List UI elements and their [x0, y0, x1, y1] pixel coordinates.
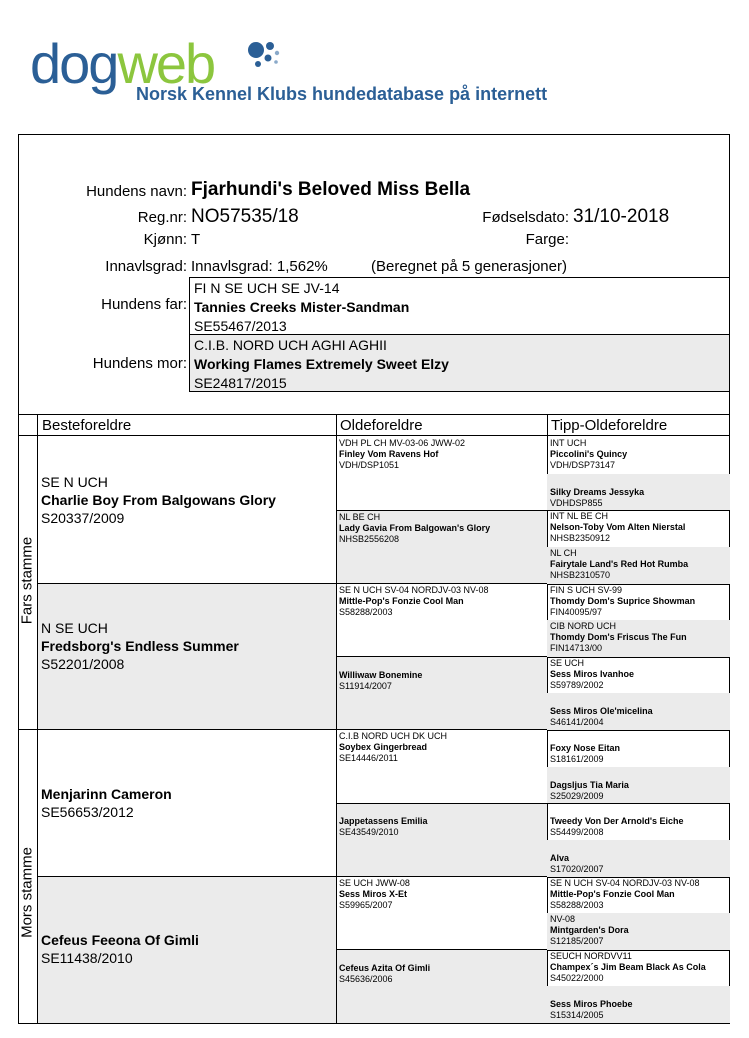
grandparent-name[interactable]: Cefeus Feeona Of Gimli — [41, 932, 199, 948]
cell-reg: S59965/2007 — [339, 900, 393, 910]
cell-name[interactable]: Dagsljus Tia Maria — [550, 780, 629, 790]
cell-titles: INT UCH — [550, 438, 587, 448]
cell-reg: NHSB2310570 — [550, 570, 611, 580]
cell-name[interactable]: Jappetassens Emilia — [339, 816, 428, 826]
sex-label: Kjønn: — [143, 231, 187, 248]
great-grandparent-3[interactable] — [336, 584, 547, 656]
dog-name: Fjarhundi's Beloved Miss Bella — [191, 179, 471, 200]
mother-label: Hundens mor: — [92, 355, 187, 372]
cell-titles: NL CH — [550, 548, 577, 558]
great-grandparent-6[interactable] — [336, 815, 547, 876]
cell-reg: S54499/2008 — [550, 827, 604, 837]
dogweb-logo[interactable] — [30, 32, 550, 116]
great-great-grandparent-8[interactable] — [547, 693, 730, 730]
cell-name[interactable]: Tweedy Von Der Arnold's Eiche — [550, 816, 684, 826]
cell-name[interactable]: Foxy Nose Eitan — [550, 743, 621, 753]
cell-reg: VDH/DSP1051 — [339, 460, 400, 470]
great-great-grandparent-12[interactable] — [547, 840, 730, 877]
grandparent-2[interactable] — [38, 619, 336, 673]
cell-reg: S58288/2003 — [339, 607, 393, 617]
mors-stamme-label: Mors stamme — [18, 847, 36, 938]
grandparent-3[interactable] — [38, 785, 336, 821]
grandparent-titles: N SE UCH — [41, 620, 108, 636]
cell-titles: CIB NORD UCH — [550, 621, 617, 631]
cell-reg: NHSB2556208 — [339, 534, 400, 544]
cell-reg: S45022/2000 — [550, 973, 604, 983]
great-great-grandparent-10[interactable] — [547, 767, 730, 803]
cell-name[interactable]: Mittle-Pop's Fonzie Cool Man — [339, 596, 464, 606]
mother-reg: SE24817/2015 — [194, 375, 287, 391]
great-great-grandparent-11[interactable] — [547, 803, 730, 840]
paw-dots-icon — [244, 38, 284, 72]
mother-box[interactable] — [189, 334, 730, 392]
cell-reg: SE14446/2011 — [339, 753, 398, 763]
grandparent-name[interactable]: Charlie Boy From Balgowans Glory — [41, 492, 276, 508]
cell-name[interactable]: Mintgarden's Dora — [550, 925, 629, 935]
inbreeding-label: Innavlsgrad: — [105, 258, 187, 275]
cell-name[interactable]: Thomdy Dom's Suprice Showman — [550, 596, 696, 606]
great-great-grandparent-9[interactable] — [547, 730, 730, 767]
cell-name[interactable]: Piccolini's Quincy — [550, 449, 628, 459]
cell-name[interactable]: Sess Miros Phoebe — [550, 999, 633, 1009]
cell-name[interactable]: Alva — [550, 853, 570, 863]
great-great-grandparent-6[interactable] — [547, 620, 730, 657]
pedigree-header-row — [18, 414, 730, 436]
grandparent-reg: S52201/2008 — [41, 656, 125, 672]
col-header-gp: Besteforeldre — [42, 417, 132, 434]
divider — [18, 729, 38, 730]
great-great-grandparent-5[interactable] — [547, 584, 730, 620]
great-great-grandparent-16[interactable] — [547, 986, 730, 1023]
mother-titles: C.I.B. NORD UCH AGHI AGHII — [194, 337, 387, 353]
cell-reg: S25029/2009 — [550, 791, 604, 801]
cell-titles: VDH PL CH MV-03-06 JWW-02 — [339, 438, 466, 448]
inbreeding-value: Innavlsgrad: 1,562% — [191, 258, 328, 275]
great-grandparent-4[interactable] — [336, 669, 547, 729]
cell-reg: S45636/2006 — [339, 974, 393, 984]
cell-titles: SEUCH NORDVV11 — [550, 951, 632, 961]
cell-name[interactable]: Fairytale Land's Red Hot Rumba — [550, 559, 689, 569]
cell-reg: FIN14713/00 — [550, 643, 603, 653]
grandparent-reg: SE11438/2010 — [41, 950, 133, 966]
great-grandparent-1[interactable] — [336, 437, 547, 510]
cell-titles: NL BE CH — [339, 512, 381, 522]
grandparent-name[interactable]: Menjarinn Cameron — [41, 786, 172, 802]
birth-date: 31/10-2018 — [573, 206, 670, 227]
divider — [38, 876, 336, 877]
mother-name[interactable]: Working Flames Extremely Sweet Elzy — [194, 356, 449, 372]
cell-name[interactable]: Sess Miros Ole'micelina — [550, 706, 653, 716]
cell-name[interactable]: Lady Gavia From Balgowan's Glory — [339, 523, 491, 533]
cell-reg: VDH/DSP73147 — [550, 460, 616, 470]
name-label: Hundens navn: — [86, 183, 187, 200]
cell-name[interactable]: Champex´s Jim Beam Black As Cola — [550, 962, 706, 972]
col-header-gggp: Tipp-Oldeforeldre — [551, 417, 668, 434]
cell-titles: NV-08 — [550, 914, 576, 924]
cell-name[interactable]: Thomdy Dom's Friscus The Fun — [550, 632, 687, 642]
reg-label: Reg.nr: — [137, 209, 187, 226]
logo-tagline: Norsk Kennel Klubs hundedatabase på internett — [136, 84, 548, 104]
cell-reg: S12185/2007 — [550, 936, 604, 946]
great-grandparent-7[interactable] — [336, 877, 547, 949]
divider — [38, 583, 336, 584]
cell-name[interactable]: Williwaw Bonemine — [339, 670, 423, 680]
great-grandparent-8[interactable] — [336, 962, 547, 1023]
reg-number: NO57535/18 — [191, 206, 299, 227]
cell-reg: S15314/2005 — [550, 1010, 604, 1020]
cell-name[interactable]: Sess Miros X-Et — [339, 889, 408, 899]
cell-name[interactable]: Nelson-Toby Vom Alten Nierstal — [550, 522, 686, 532]
cell-reg: VDHDSP855 — [550, 498, 603, 508]
fars-stamme-label: Fars stamme — [18, 536, 36, 625]
grandparent-reg: S20337/2009 — [41, 510, 125, 526]
divider — [38, 729, 336, 730]
cell-reg: S46141/2004 — [550, 717, 604, 727]
cell-reg: FIN40095/97 — [550, 607, 603, 617]
cell-name[interactable]: Finley Vom Ravens Hof — [339, 449, 439, 459]
father-box[interactable] — [189, 277, 730, 335]
grandparent-name[interactable]: Fredsborg's Endless Summer — [41, 638, 239, 654]
cell-reg: S11914/2007 — [339, 681, 392, 691]
grandparent-1[interactable] — [38, 473, 336, 527]
grandparent-titles: SE N UCH — [41, 474, 108, 490]
cell-titles: SE UCH — [550, 658, 585, 668]
great-great-grandparent-2[interactable] — [547, 474, 730, 510]
great-great-grandparent-1[interactable] — [547, 437, 730, 474]
color-label: Farge: — [525, 231, 569, 248]
cell-titles: SE N UCH SV-04 NORDJV-03 NV-08 — [550, 878, 700, 888]
great-great-grandparent-15[interactable] — [547, 950, 730, 986]
cell-reg: S58288/2003 — [550, 900, 604, 910]
cell-reg: S59789/2002 — [550, 680, 604, 690]
cell-titles: INT NL BE CH — [550, 511, 609, 521]
logo-wordmark: dogweb — [30, 32, 215, 95]
great-grandparent-5[interactable] — [336, 730, 547, 803]
cell-reg: SE43549/2010 — [339, 827, 399, 837]
cell-name[interactable]: Silky Dreams Jessyka — [550, 487, 645, 497]
father-label: Hundens far: — [101, 296, 187, 313]
grandparent-4[interactable] — [38, 931, 336, 967]
cell-reg: NHSB2350912 — [550, 533, 611, 543]
grandparent-reg: SE56653/2012 — [41, 804, 134, 820]
great-great-grandparent-3[interactable] — [547, 510, 730, 547]
cell-titles: SE UCH JWW-08 — [339, 878, 410, 888]
inbreeding-note: (Beregnet på 5 generasjoner) — [371, 258, 567, 275]
cell-name[interactable]: Mittle-Pop's Fonzie Cool Man — [550, 889, 675, 899]
divider — [336, 656, 547, 657]
cell-titles: FIN S UCH SV-99 — [550, 585, 623, 595]
father-titles: FI N SE UCH SE JV-14 — [194, 280, 340, 296]
cell-reg: S17020/2007 — [550, 864, 604, 874]
great-great-grandparent-7[interactable] — [547, 657, 730, 693]
great-great-grandparent-4[interactable] — [547, 547, 730, 584]
birth-label: Fødselsdato: — [482, 209, 569, 226]
divider — [336, 949, 547, 950]
cell-titles: SE N UCH SV-04 NORDJV-03 NV-08 — [339, 585, 489, 595]
great-grandparent-2[interactable] — [336, 511, 547, 583]
cell-reg: S18161/2009 — [550, 754, 604, 764]
great-great-grandparent-14[interactable] — [547, 913, 730, 950]
cell-titles: C.I.B NORD UCH DK UCH — [339, 731, 448, 741]
sex-value: T — [191, 231, 201, 248]
great-great-grandparent-13[interactable] — [547, 877, 730, 913]
cell-name[interactable]: Sess Miros Ivanhoe — [550, 669, 635, 679]
col-header-ggp: Oldeforeldre — [340, 417, 423, 434]
divider — [336, 803, 547, 804]
cell-name[interactable]: Soybex Gingerbread — [339, 742, 428, 752]
cell-name[interactable]: Cefeus Azita Of Gimli — [339, 963, 431, 973]
father-name[interactable]: Tannies Creeks Mister-Sandman — [194, 299, 410, 315]
father-reg: SE55467/2013 — [194, 318, 287, 334]
